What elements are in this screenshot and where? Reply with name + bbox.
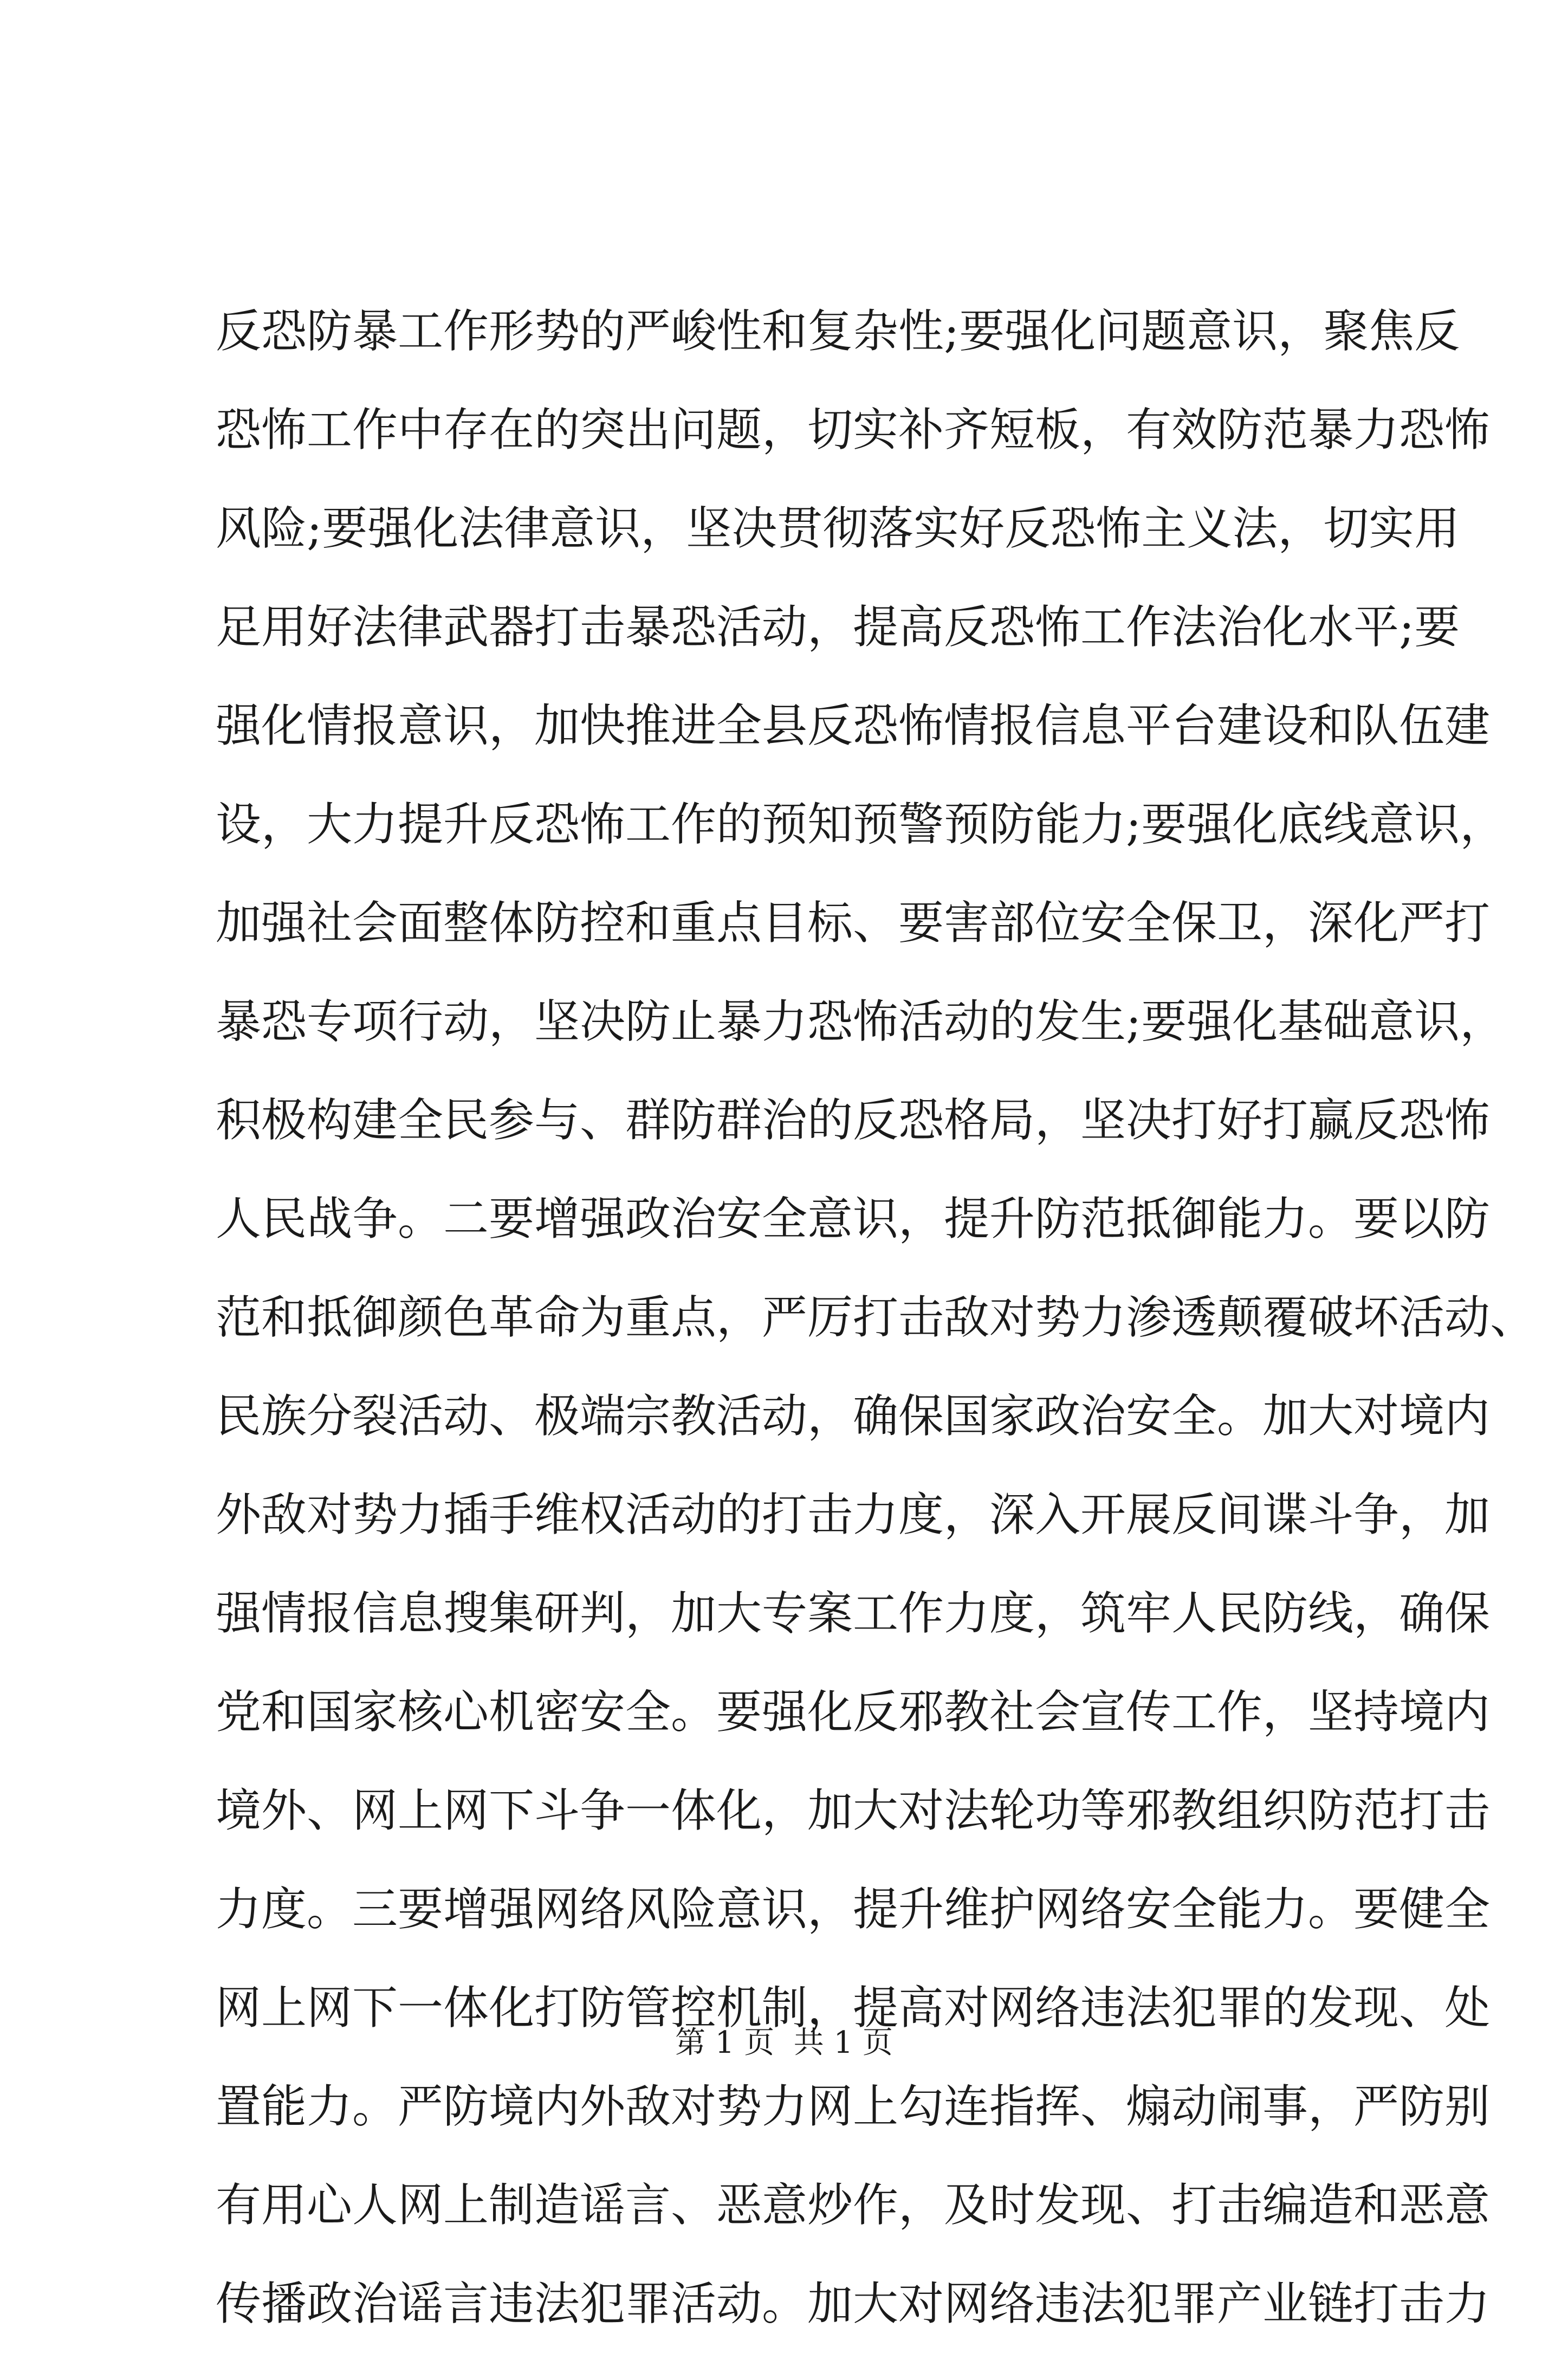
text-line: 民族分裂活动、极端宗教活动，确保国家政治安全。加大对境内 — [216, 1389, 1491, 1443]
text-line: 范和抵御颜色革命为重点，严厉打击敌对势力渗透颠覆破坏活动、 — [216, 1291, 1536, 1344]
text-line: 强情报信息搜集研判，加大专案工作力度，筑牢人民防线，确保 — [216, 1587, 1491, 1640]
text-line: 外敌对势力插手维权活动的打击力度，深入开展反间谍斗争，加 — [216, 1488, 1491, 1541]
text-line: 网上网下一体化打防管控机制，提高对网络违法犯罪的发现、处 — [216, 1981, 1491, 2034]
text-line: 传播政治谣言违法犯罪活动。加大对网络违法犯罪产业链打击力 — [216, 2277, 1491, 2330]
text-line: 积极构建全民参与、群防群治的反恐格局，坚决打好打赢反恐怖 — [216, 1094, 1491, 1147]
page-footer: 第 1 页 共 1 页 — [675, 2025, 893, 2060]
text-line: 设，大力提升反恐怖工作的预知预警预防能力;要强化底线意识， — [216, 798, 1506, 851]
text-line: 加强社会面整体防控和重点目标、要害部位安全保卫，深化严打 — [216, 896, 1491, 949]
text-line: 人民战争。二要增强政治安全意识，提升防范抵御能力。要以防 — [216, 1192, 1491, 1245]
text-line: 置能力。严防境内外敌对势力网上勾连指挥、煽动闹事，严防别 — [216, 2080, 1491, 2133]
text-line: 党和国家核心机密安全。要强化反邪教社会宣传工作，坚持境内 — [216, 1685, 1491, 1738]
text-line: 风险;要强化法律意识，坚决贯彻落实好反恐怖主义法，切实用 — [216, 502, 1460, 555]
text-line: 力度。三要增强网络风险意识，提升维护网络安全能力。要健全 — [216, 1883, 1491, 1936]
text-line: 有用心人网上制造谣言、恶意炒作，及时发现、打击编造和恶意 — [216, 2179, 1491, 2232]
text-line: 足用好法律武器打击暴恐活动，提高反恐怖工作法治化水平;要 — [216, 600, 1460, 654]
text-line: 强化情报意识，加快推进全县反恐怖情报信息平台建设和队伍建 — [216, 699, 1491, 752]
text-line: 境外、网上网下斗争一体化，加大对法轮功等邪教组织防范打击 — [216, 1784, 1491, 1837]
text-line: 反恐防暴工作形势的严峻性和复杂性;要强化问题意识，聚焦反 — [216, 305, 1460, 358]
text-line: 暴恐专项行动，坚决防止暴力恐怖活动的发生;要强化基础意识， — [216, 995, 1506, 1048]
text-line: 恐怖工作中存在的突出问题，切实补齐短板，有效防范暴力恐怖 — [216, 403, 1491, 456]
